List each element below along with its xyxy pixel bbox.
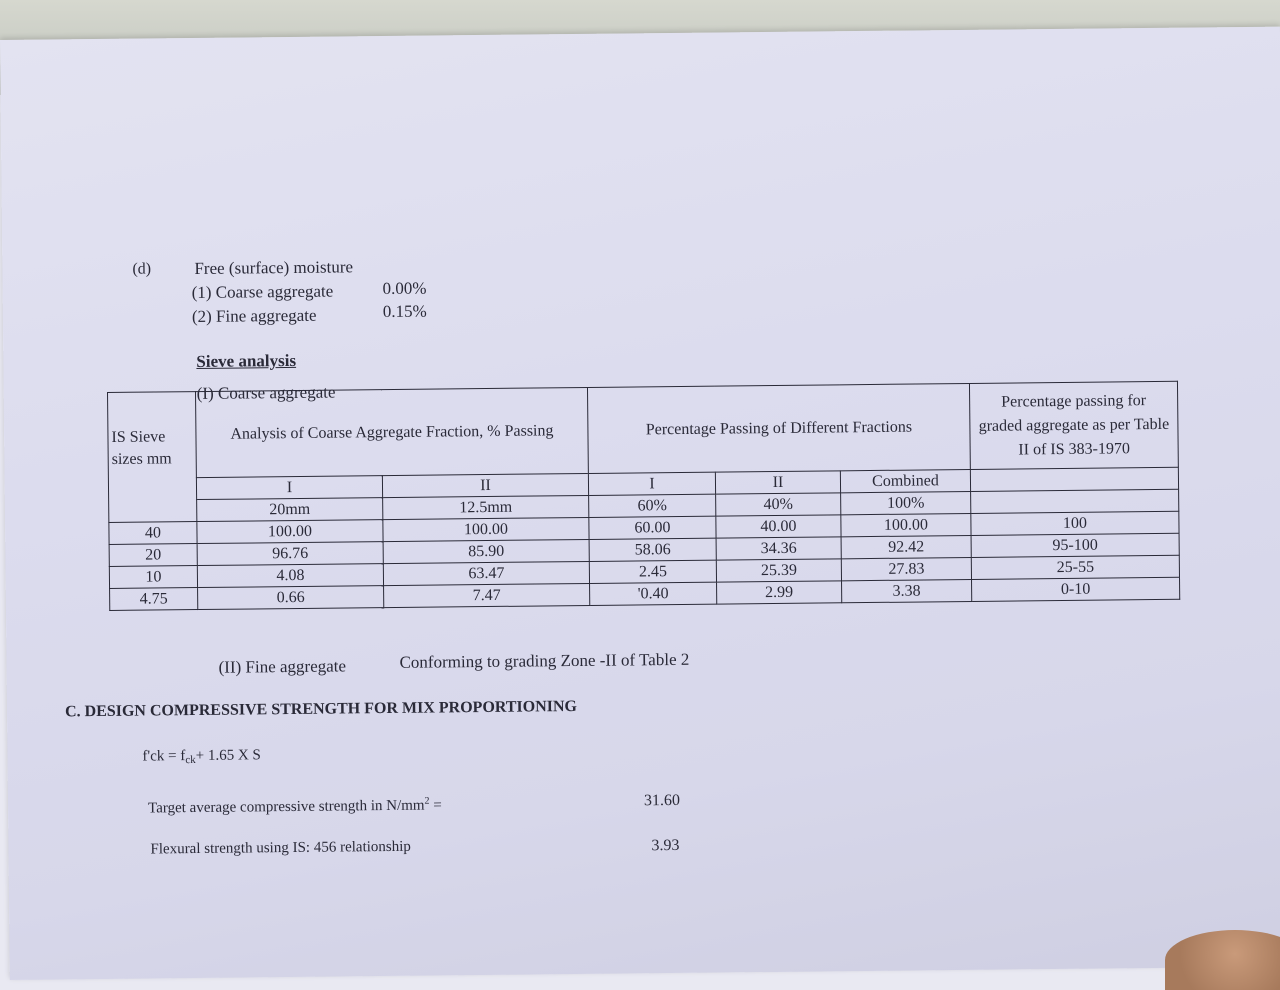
table-cell: 20 xyxy=(109,544,197,567)
table-cell: 2.99 xyxy=(717,581,842,604)
table-cell: 63.47 xyxy=(383,561,589,585)
table-cell: 40.00 xyxy=(716,515,841,538)
formula-rhs: + 1.65 X S xyxy=(195,747,261,764)
table-cell: 96.76 xyxy=(197,542,383,566)
subheader-cell: I xyxy=(588,472,715,495)
table-cell: 27.83 xyxy=(841,557,971,580)
table-header-row xyxy=(108,381,1179,478)
subheader-cell-empty xyxy=(970,467,1178,491)
design-formula xyxy=(142,747,261,766)
table-cell: 100 xyxy=(971,511,1179,535)
subheader-cell: 100% xyxy=(841,491,971,514)
sieve-analysis-table xyxy=(107,381,1180,611)
target-strength-value: 31.60 xyxy=(643,791,681,810)
moisture-item-label: (d) xyxy=(132,260,152,278)
table-cell: 25-55 xyxy=(971,555,1179,579)
coarse-moisture-label: (1) Coarse aggregate xyxy=(191,281,334,303)
table-cell: 85.90 xyxy=(383,539,589,563)
subheader-cell: 60% xyxy=(589,494,716,517)
table-cell: 34.36 xyxy=(716,537,841,560)
flexural-strength-label: Flexural strength using IS: 456 relationship xyxy=(150,838,411,858)
coarse-moisture-value: 0.00% xyxy=(382,278,427,299)
header-sieve-size: IS Sieve sizes mm xyxy=(108,392,197,523)
formula-lhs: f'ck = f xyxy=(142,748,186,765)
target-label-superscript: 2 xyxy=(424,795,430,807)
fine-moisture-label: (2) Fine aggregate xyxy=(191,305,317,327)
table-cell: 95-100 xyxy=(971,533,1179,557)
table-cell: 7.47 xyxy=(384,583,590,607)
header-fractions: Percentage Passing of Different Fractions xyxy=(587,383,970,473)
subheader-cell: 40% xyxy=(716,493,841,516)
fine-aggregate-text: Conforming to grading Zone -II of Table 2 xyxy=(399,649,690,672)
sieve-analysis-heading: Sieve analysis xyxy=(196,350,297,371)
table-cell: 92.42 xyxy=(841,535,971,558)
subheader-cell: Combined xyxy=(840,469,970,492)
subheader-cell: I xyxy=(196,476,382,500)
subheader-cell: 20mm xyxy=(197,498,383,522)
target-label-equals: = xyxy=(429,797,442,814)
fine-moisture-value: 0.15% xyxy=(382,301,427,322)
header-graded: Percentage passing for graded aggregate as per Table II of IS 383-1970 xyxy=(969,381,1178,469)
table-cell: 0-10 xyxy=(972,577,1180,601)
table-cell: 10 xyxy=(109,566,197,589)
table-cell: 100.00 xyxy=(383,517,589,541)
coarse-aggregate-subheading: (I) Coarse aggregate xyxy=(196,382,336,403)
formula-subscript: ck xyxy=(185,753,196,767)
header-analysis: Analysis of Coarse Aggregate Fraction, % Passing xyxy=(196,387,589,477)
table-cell: 40 xyxy=(109,522,197,545)
subheader-cell: 12.5mm xyxy=(383,495,589,519)
table-cell: 4.75 xyxy=(110,588,198,611)
table-cell: 100.00 xyxy=(197,520,383,544)
moisture-title: Free (surface) moisture xyxy=(194,257,354,278)
subheader-cell: II xyxy=(382,473,588,497)
table-cell: 3.38 xyxy=(842,579,972,602)
table-cell: 0.66 xyxy=(198,586,384,610)
fine-aggregate-label: (II) Fine aggregate xyxy=(218,656,347,677)
table-cell: 100.00 xyxy=(841,513,971,536)
subheader-cell: II xyxy=(715,471,840,494)
target-strength-label xyxy=(148,795,442,817)
design-strength-heading: C. DESIGN COMPRESSIVE STRENGTH FOR MIX PROPORTIONING xyxy=(64,697,578,721)
table-cell: 4.08 xyxy=(197,564,383,588)
table-cell: 25.39 xyxy=(716,559,841,582)
table-cell: 58.06 xyxy=(589,538,716,561)
target-label-text: Target average compressive strength in N/mm xyxy=(147,797,425,817)
finger-edge xyxy=(1165,930,1280,990)
table-cell: 2.45 xyxy=(589,560,716,583)
table-cell: 60.00 xyxy=(589,516,716,539)
table-cell: '0.40 xyxy=(590,582,717,605)
flexural-strength-value: 3.93 xyxy=(651,836,680,855)
subheader-cell-empty xyxy=(971,489,1179,513)
